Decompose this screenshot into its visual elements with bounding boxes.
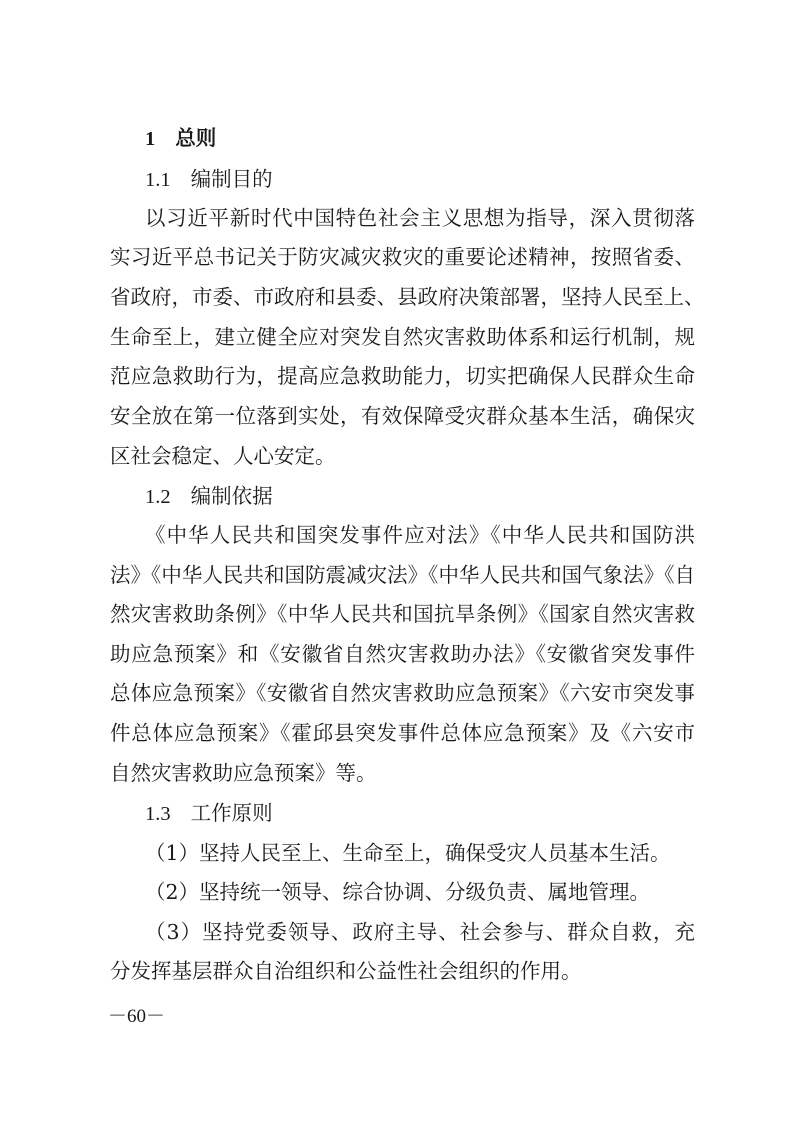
section-heading-1-1 [145,162,730,197]
section-number: 1 [145,128,156,150]
principle-item: （2）坚持统一领导、综合协调、分级负责、属地管理。 [145,880,651,904]
paragraph-line: 然灾害救助条例》《中华人民共和国抗旱条例》《国家自然灾害救 [110,602,695,626]
page-number: －60－ [108,1006,166,1027]
section-number: 1.3 [145,803,171,825]
paragraph-line: 总体应急预案》《安徽省自然灾害救助应急预案》《六安市突发事 [110,681,695,705]
paragraph-line: 法》《中华人民共和国防震减灾法》《中华人民共和国气象法》《自 [110,563,695,587]
paragraph-line: 件总体应急预案》《霍邱县突发事件总体应急预案》及《六安市 [110,721,695,745]
paragraph-line: 分发挥基层群众自治组织和公益性社会组织的作用。 [110,959,582,983]
section-title: 总则 [175,126,217,150]
paragraph-line: 范应急救助行为，提高应急救助能力，切实把确保人民群众生命 [110,364,695,388]
paragraph-line: 生命至上，建立健全应对突发自然灾害救助体系和运行机制，规 [110,325,695,349]
section-title: 工作原则 [190,801,273,825]
section-heading-1 [145,121,730,156]
paragraph-line: 自然灾害救助应急预案》等。 [110,761,377,785]
paragraph-line: 省政府，市委、市政府和县委、县政府决策部署，坚持人民至上、 [110,285,705,309]
principle-item: （3）坚持党委领导、政府主导、社会参与、群众自救，充 [145,920,695,944]
section-title: 编制目的 [190,167,273,191]
paragraph-line: 《中华人民共和国突发事件应对法》《中华人民共和国防洪 [145,523,695,547]
section-number: 1.1 [145,169,171,191]
paragraph-line: 助应急预案》和《安徽省自然灾害救助办法》《安徽省突发事件 [110,642,695,666]
paragraph-line: 实习近平总书记关于防灾减灾救灾的重要论述精神，按照省委、 [110,245,695,269]
paragraph-line: 区社会稳定、人心安定。 [110,444,336,468]
paragraph-line: 安全放在第一位落到实处，有效保障受灾群众基本生活，确保灾 [110,404,695,428]
section-number: 1.2 [145,486,171,508]
section-heading-1-2 [145,479,730,514]
paragraph-line: 以习近平新时代中国特色社会主义思想为指导，深入贯彻落 [145,206,695,230]
section-heading-1-3 [145,796,730,831]
section-title: 编制依据 [190,484,273,508]
principle-item: （1）坚持人民至上、生命至上，确保受灾人员基本生活。 [145,841,671,865]
